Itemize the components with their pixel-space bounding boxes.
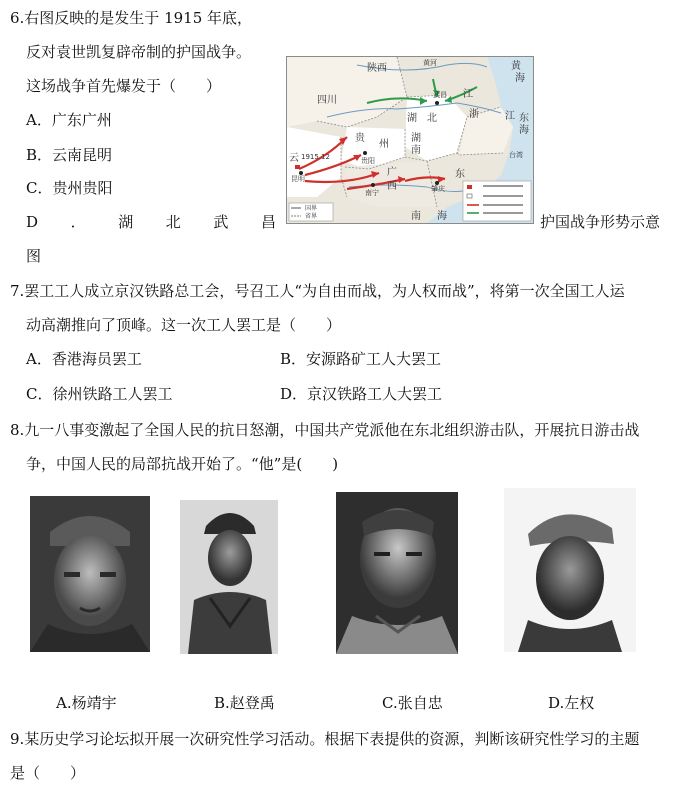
- map-label-hubei-2: 北: [427, 113, 437, 124]
- q6-option-d-char3: 武: [213, 213, 229, 231]
- portrait-zhang-zizhong: [336, 492, 458, 654]
- map-label-nanhai: 南: [411, 211, 421, 222]
- map-label-jiangxi: 江: [463, 89, 473, 100]
- map-legend-guojie: 国界: [305, 205, 318, 212]
- q6-option-d-letter: D: [26, 213, 39, 231]
- map-label-wuchang: 武昌: [433, 91, 447, 99]
- q8-option-d: D.左权: [548, 694, 595, 712]
- map-label-taiwan: 台湾: [509, 151, 523, 159]
- q8-stem-line2: 争，中国人民的局部抗战开始了。“他”是( ): [26, 455, 339, 473]
- q6-line1: 6.右图反映的是发生于 1915 年底，: [10, 9, 253, 27]
- q7-option-d: D．京汉铁路工人大罢工: [280, 385, 443, 403]
- q6-option-c: C．贵州贵阳: [26, 179, 113, 197]
- map-label-guangdong: 东: [455, 169, 465, 180]
- q9-stem-line1: 9.某历史学习论坛拟开展一次研究性学习活动。根据下表提供的资源，判断该研究性学习的主题: [10, 730, 640, 748]
- map-label-yunnan: 云: [289, 153, 299, 164]
- portrait-yang-jingyu: [30, 496, 150, 652]
- map-label-yellow-river: 黄河: [423, 59, 437, 67]
- map-label-zhejiang: 浙: [469, 109, 479, 120]
- q7-option-a: A．香港海员罢工: [26, 350, 142, 368]
- q6-line2: 反对袁世凯复辟帝制的护国战争。: [26, 43, 252, 61]
- portrait-zhao-dengyu: [180, 500, 278, 654]
- map-label-nanning: 南宁: [365, 189, 379, 197]
- map-label-huanghai: 黄: [511, 61, 521, 72]
- q9-stem-line2: 是（ ）: [10, 764, 86, 782]
- map-label-date: 1915.12: [301, 153, 330, 161]
- q7-stem-line2: 动高潮推向了顶峰。这一次工人罢工是（ ）: [26, 316, 342, 334]
- map-label-jiangsu: 江: [505, 111, 515, 122]
- q6-map-caption: 护国战争形势示意: [540, 213, 661, 231]
- map-label-hai-3: 海: [437, 211, 447, 222]
- huguo-war-map: [286, 56, 534, 224]
- map-label-hubei: 湖: [407, 113, 417, 124]
- map-label-guangxi-2: 西: [387, 181, 397, 192]
- map-legend-shengjie: 省界: [305, 213, 318, 220]
- map-label-guizhou-2: 州: [379, 139, 389, 150]
- q8-option-b: B.赵登禹: [214, 694, 275, 712]
- q6-option-d-char2: 北: [165, 213, 181, 231]
- q6-option-a: A．广东广州: [26, 111, 112, 129]
- map-label-guiyang: 贵阳: [361, 157, 375, 165]
- map-label-zhaoqing: 肇庆: [431, 185, 445, 193]
- q8-option-c: C.张自忠: [382, 694, 443, 712]
- map-label-hai: 海: [515, 73, 525, 84]
- q6-option-d-dot: ．: [70, 213, 86, 231]
- q6-option-d-char4: 昌: [260, 213, 276, 231]
- q8-option-a: A.杨靖宇: [56, 694, 117, 712]
- map-label-hai-2: 海: [519, 125, 529, 136]
- map-label-sichuan: 四川: [317, 95, 337, 106]
- map-label-guizhou: 贵: [355, 133, 365, 144]
- q8-stem-line1: 8.九一八事变激起了全国人民的抗日怒潮，中国共产党派他在东北组织游击队，开展抗日游击战: [10, 421, 640, 439]
- map-label-shaanxi: 陕西: [367, 63, 387, 74]
- map-label-guangxi: 广: [387, 167, 397, 178]
- q6-line3: 这场战争首先爆发于（ ）: [26, 77, 222, 95]
- q7-option-c: C．徐州铁路工人罢工: [26, 385, 173, 403]
- q6-caption-tail: 图: [26, 247, 42, 265]
- map-label-hunan: 湖: [411, 133, 421, 144]
- map-label-hunan-2: 南: [411, 145, 421, 156]
- portrait-zuo-quan: [504, 488, 636, 652]
- q7-stem-line1: 7.罢工工人成立京汉铁路总工会，号召工人“为自由而战，为人权而战”，将第一次全国工人运: [10, 282, 625, 300]
- q6-option-d-char1: 湖: [118, 213, 134, 231]
- map-label-donghai: 东: [519, 113, 529, 124]
- q6-option-d: [26, 212, 276, 232]
- q6-option-b: B．云南昆明: [26, 146, 113, 164]
- q7-option-b: B．安源路矿工人大罢工: [280, 350, 442, 368]
- map-label-kunming: 昆明: [291, 175, 305, 183]
